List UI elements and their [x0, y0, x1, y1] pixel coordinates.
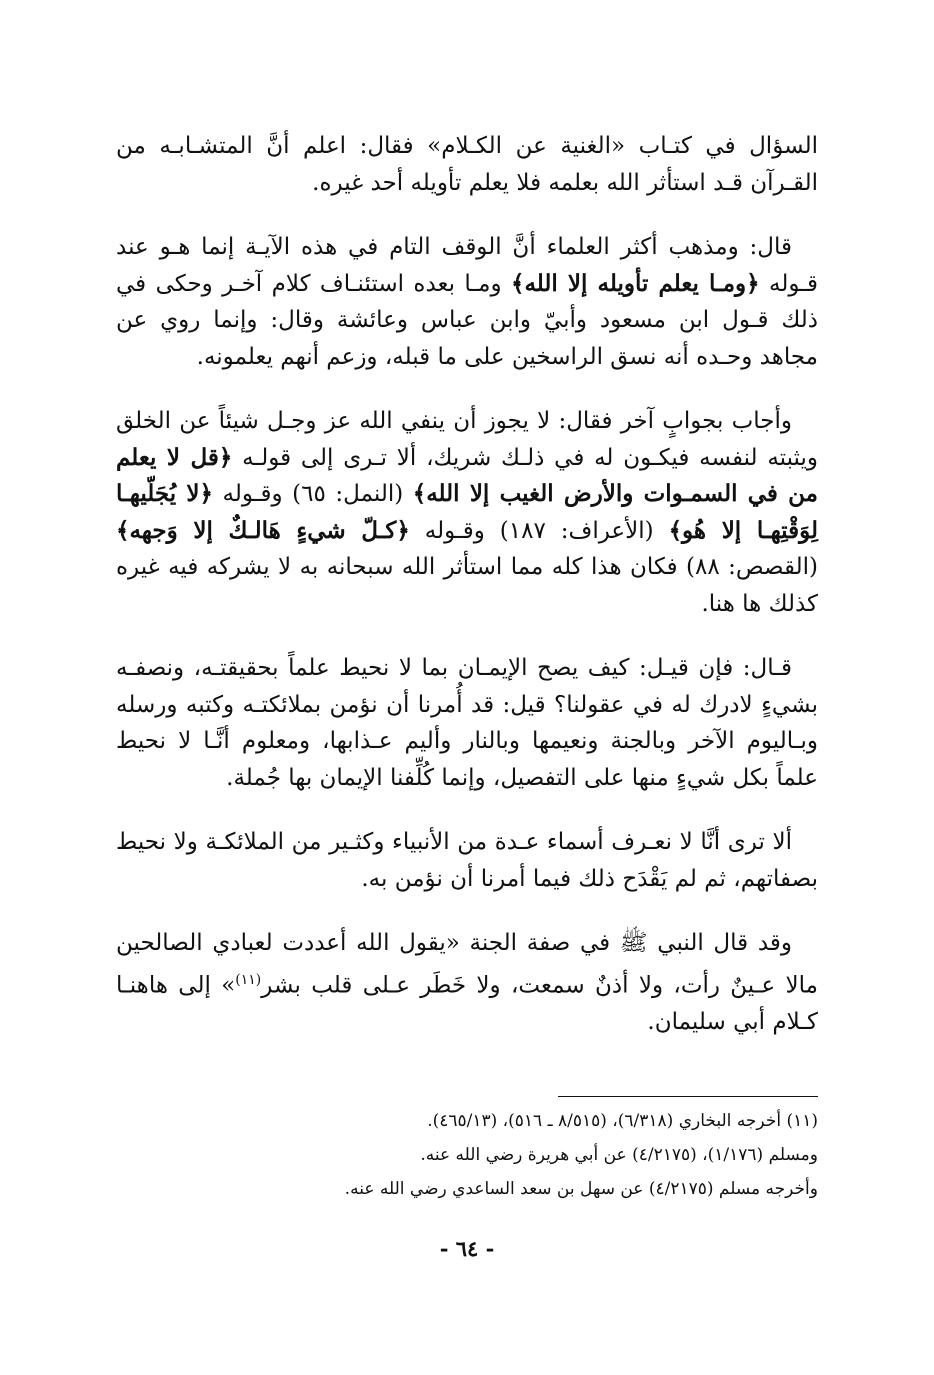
paragraph-2-text-a: قال: ومذهب أكثر العلماء أنَّ الوقف التام في هذه الآيـة إنما هـو عند قـوله — [116, 234, 818, 297]
paragraph-6-text-b: » إلى هاهنـا كـلام أبي سليمان. — [116, 972, 818, 1035]
paragraph-4 — [116, 650, 818, 796]
paragraph-5 — [116, 824, 818, 897]
paragraph-6-text-a: وقد قال النبي ﷺ في صفة الجنة «يقول الله أعددت لعبادي الصالحين مالا عـينٌ رأت، ولا أذنٌ سمعت، ولا خَطَر عـلى قلب بشر — [116, 930, 818, 999]
paragraph-1 — [116, 128, 818, 201]
paragraph-3-text-d: (القصص: ٨٨) فكان هذا كله مما استأثر الله سبحانه به لا يشركه فيه غيره كذلك ها هنا. — [116, 554, 818, 617]
paragraph-3-text-a: وأجاب بجوابٍ آخر فقال: لا يجوز أن ينفي الله عز وجـل شيئاً عن الخلق ويثبته لنفسه فيكـون له في ذلـك شريك، ألا تـرى إلى قولـه — [116, 408, 818, 471]
quran-quote: ﴿لا يُجَلّيهـا لِوَقْتِهـا إلا هُو﴾ — [116, 480, 819, 544]
paragraph-3-text-b: (النمل: ٦٥) وقـوله — [213, 481, 413, 507]
quran-quote: ﴿ومـا يعلم تأويله إلا الله﴾ — [510, 269, 760, 297]
quran-quote: ﴿قل لا يعلم من في السمـوات والأرض الغيب إلا الله﴾ — [116, 443, 818, 507]
paragraph-5-text: ألا ترى أنَّا لا نعـرف أسماء عـدة من الأنبياء وكثـير من الملائكـة ولا نحيط بصفاتهم، ثم لم يَقْدَح ذلك فيما أمرنا أن نؤمن به. — [116, 829, 818, 892]
quran-quote: ﴿كـلّ شيءٍ هَالـكٌ إلا وَجهه﴾ — [116, 516, 410, 544]
paragraph-6 — [116, 925, 818, 1040]
paragraph-4-text: قـال: فإن قيـل: كيف يصح الإيمـان بما لا نحيط علماً بحقيقتـه، ونصفـه بشيءٍ لادرك له في عقولنا؟ قيل: قد أُمرنا أن نؤمن بملائكتـه وكتبه ورسله وبـاليوم الآخر وبالجنة ونعيمها وبالنار وأليم عـذابها، ومعلوم أنَّـا لا نحيط علماً بكل شيءٍ منها على التفصيل، وإنما كُلِّفنا الإيمان بها جُملة. — [116, 655, 818, 791]
footnote-line: ومسلم (١/١٧٦)، (٤/٢١٧٥) عن أبي هريرة رضي الله عنه. — [420, 1145, 818, 1165]
paragraph-3 — [116, 403, 818, 622]
paragraph-2 — [116, 229, 818, 375]
footnote-divider — [558, 1096, 818, 1097]
footnote-reference[interactable]: (١١) — [235, 971, 262, 988]
page-number: - ٦٤ - — [439, 1236, 495, 1261]
paragraph-3-text-c: (الأعراف: ١٨٧) وقـوله — [409, 517, 669, 544]
paragraph-2-text-b: ومـا بعده استئنـاف كلام آخـر وحكى في ذلك قـول ابن مسعود وأبيّ وابن عباس وعائشة وقال: وإنما روي عن مجاهد وحـده أنه نسق الراسخين على ما قبله، وزعم أنهم يعلمونه. — [116, 270, 818, 370]
footnotes — [116, 1104, 818, 1206]
paragraph-1-text: السؤال في كتـاب «الغنية عن الكـلام» فقال: اعلم أنَّ المتشـابـه من القـرآن قـد استأثر الله بعلمه فلا يعلم تأويله أحد غيره. — [116, 133, 818, 196]
footnote-line: (١١) أخرجه البخاري (٦/٣١٨)، (٨/٥١٥ ـ ٥١٦)، (٤٦٥/١٣). — [427, 1111, 818, 1131]
footnote-line: وأخرجه مسلم (٤/٢١٧٥) عن سهل بن سعد الساعدي رضي الله عنه. — [344, 1179, 818, 1199]
